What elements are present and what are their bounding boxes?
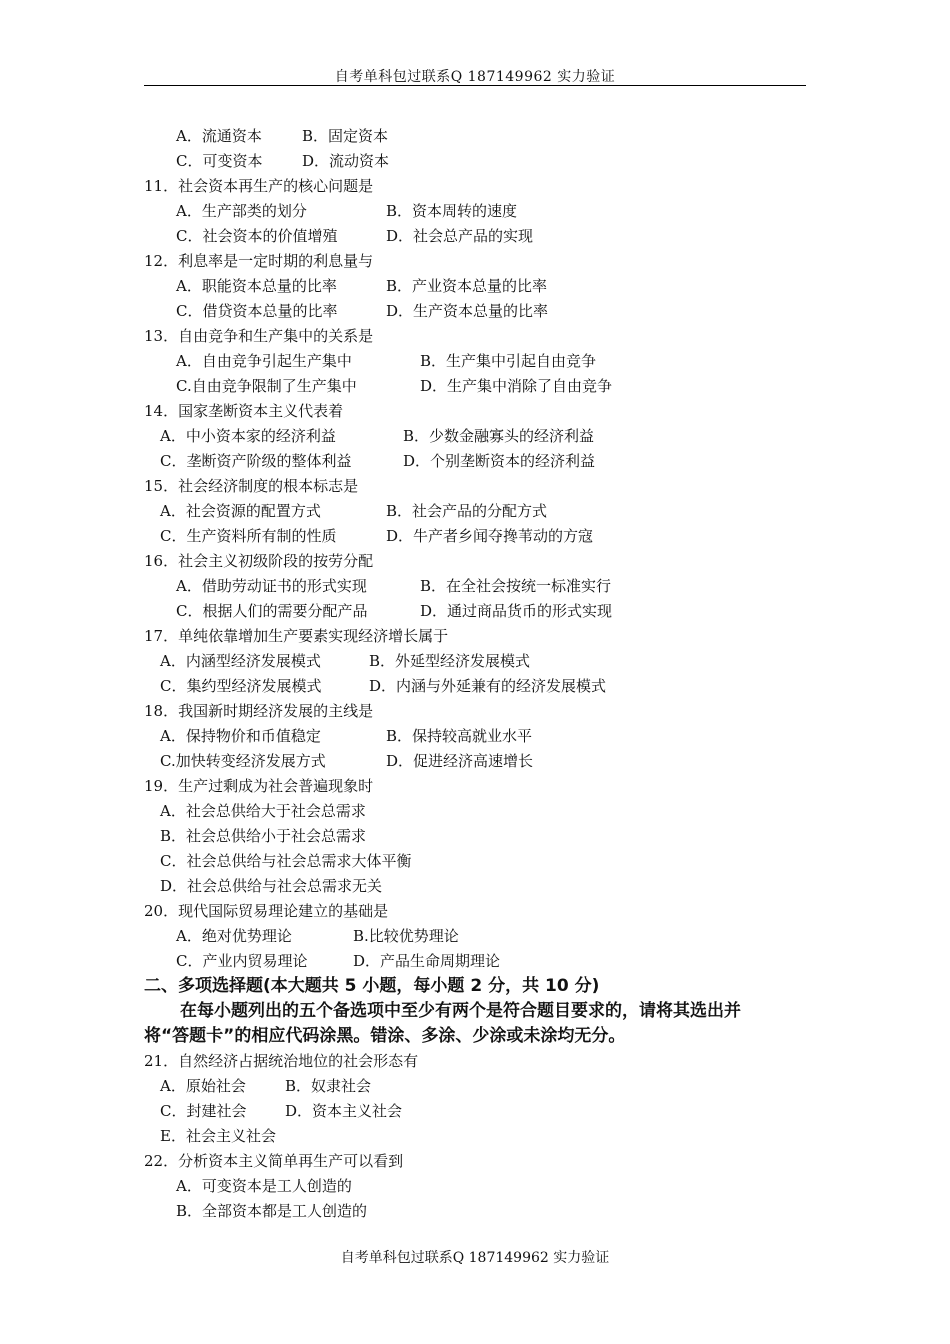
line-text: A．内涵型经济发展模式: [160, 652, 321, 670]
line-text: B．少数金融寡头的经济利益: [403, 427, 595, 445]
question-line: [144, 599, 824, 624]
question-line: [144, 799, 824, 824]
question-line: [144, 1074, 824, 1099]
page-header: 自考单科包过联系Q 187149962 实力验证: [334, 69, 616, 85]
question-line: [144, 749, 824, 774]
line-text: B．社会产品的分配方式: [386, 502, 548, 520]
question-line: [144, 874, 824, 899]
question-line: [144, 1124, 824, 1149]
line-text: 11．社会资本再生产的核心问题是: [144, 177, 374, 195]
header-rule: [144, 85, 806, 86]
line-text: D．内涵与外延兼有的经济发展模式: [369, 677, 607, 695]
section-instructions: [144, 999, 824, 1049]
line-text: B．固定资本: [302, 127, 389, 145]
line-text: B．产业资本总量的比率: [386, 277, 548, 295]
line-text: A．职能资本总量的比率: [176, 277, 337, 295]
line-text: D．促进经济高速增长: [386, 752, 534, 770]
question-line: [144, 249, 824, 274]
line-text: D．流动资本: [302, 152, 390, 170]
question-line: [144, 174, 824, 199]
question-line: [144, 274, 824, 299]
line-text: B．生产集中引起自由竞争: [420, 352, 597, 370]
line-text: C．可变资本: [176, 152, 263, 170]
line-text: C．社会总供给与社会总需求大体平衡: [160, 852, 412, 870]
question-line: [144, 399, 824, 424]
line-text: D．社会总供给与社会总需求无关: [160, 877, 383, 895]
line-text: A．借助劳动证书的形式实现: [176, 577, 367, 595]
line-text: 19．生产过剩成为社会普遍现象时: [144, 777, 374, 795]
line-text: A．可变资本是工人创造的: [176, 1177, 352, 1195]
question-line: [144, 1199, 824, 1224]
line-text: 18．我国新时期经济发展的主线是: [144, 702, 374, 720]
question-line: [144, 124, 824, 149]
line-text: 17．单纯依靠增加生产要素实现经济增长属于: [144, 627, 449, 645]
line-text: D．生产集中消除了自由竞争: [420, 377, 613, 395]
line-text: D．通过商品货币的形式实现: [420, 602, 613, 620]
line-text: A．流通资本: [176, 127, 262, 145]
question-line: [144, 474, 824, 499]
line-text: 22．分析资本主义简单再生产可以看到: [144, 1152, 404, 1170]
single-choice-questions: [144, 124, 824, 974]
line-text: C．封建社会: [160, 1102, 247, 1120]
line-text: C．生产资料所有制的性质: [160, 527, 337, 545]
instruction-line-1: 在每小题列出的五个备选项中至少有两个是符合题目要求的，请将其选出并: [180, 1001, 741, 1021]
line-text: B．资本周转的速度: [386, 202, 518, 220]
line-text: D．产品生命周期理论: [353, 952, 501, 970]
line-text: C．社会资本的价值增殖: [176, 227, 338, 245]
line-text: A．自由竞争引起生产集中: [176, 352, 352, 370]
question-line: [144, 424, 824, 449]
line-text: C．根据人们的需要分配产品: [176, 602, 368, 620]
line-text: 20．现代国际贸易理论建立的基础是: [144, 902, 389, 920]
question-line: [144, 224, 824, 249]
line-text: C．产业内贸易理论: [176, 952, 308, 970]
line-text: C．垄断资产阶级的整体利益: [160, 452, 352, 470]
instruction-line-2: 将“答题卡”的相应代码涂黑。错涂、多涂、少涂或未涂均无分。: [144, 1026, 626, 1046]
line-text: A．绝对优势理论: [176, 927, 292, 945]
question-line: [144, 674, 824, 699]
question-line: [144, 699, 824, 724]
question-line: [144, 949, 824, 974]
line-text: A．社会资源的配置方式: [160, 502, 321, 520]
question-line: [144, 199, 824, 224]
line-text: A．社会总供给大于社会总需求: [160, 802, 366, 820]
line-text: A．原始社会: [160, 1077, 246, 1095]
line-text: B．保持较高就业水平: [386, 727, 533, 745]
line-text: B．全部资本都是工人创造的: [176, 1202, 368, 1220]
line-text: D．社会总产品的实现: [386, 227, 534, 245]
question-line: [144, 924, 824, 949]
line-text: D．个别垄断资本的经济利益: [403, 452, 596, 470]
question-line: [144, 449, 824, 474]
line-text: B．外延型经济发展模式: [369, 652, 531, 670]
question-line: [144, 574, 824, 599]
line-text: C．集约型经济发展模式: [160, 677, 322, 695]
question-line: [144, 849, 824, 874]
line-text: 13．自由竞争和生产集中的关系是: [144, 327, 374, 345]
line-text: A．中小资本家的经济利益: [160, 427, 336, 445]
question-line: [144, 724, 824, 749]
line-text: 15．社会经济制度的根本标志是: [144, 477, 359, 495]
page-footer: 自考单科包过联系Q 187149962 实力验证: [340, 1250, 610, 1266]
line-text: A．保持物价和币值稳定: [160, 727, 321, 745]
line-text: C．借贷资本总量的比率: [176, 302, 338, 320]
question-line: [144, 524, 824, 549]
multiple-choice-questions: [144, 1049, 824, 1224]
line-text: E．社会主义社会: [160, 1127, 276, 1145]
line-text: B.比较优势理论: [353, 927, 459, 945]
question-line: [144, 1174, 824, 1199]
line-text: D．资本主义社会: [285, 1102, 403, 1120]
line-text: B．奴隶社会: [285, 1077, 372, 1095]
question-line: [144, 624, 824, 649]
line-text: B．社会总供给小于社会总需求: [160, 827, 367, 845]
question-line: [144, 649, 824, 674]
line-text: 21．自然经济占据统治地位的社会形态有: [144, 1052, 419, 1070]
question-line: [144, 824, 824, 849]
question-line: [144, 324, 824, 349]
line-text: 12．利息率是一定时期的利息量与: [144, 252, 374, 270]
question-line: [144, 899, 824, 924]
line-text: C.加快转变经济发展方式: [160, 752, 326, 770]
question-line: [144, 1099, 824, 1124]
exam-content: [144, 124, 824, 1224]
line-text: 14．国家垄断资本主义代表着: [144, 402, 344, 420]
question-line: [144, 149, 824, 174]
line-text: D．生产资本总量的比率: [386, 302, 549, 320]
question-line: [144, 1049, 824, 1074]
question-line: [144, 374, 824, 399]
question-line: [144, 349, 824, 374]
section-title: 二、多项选择题(本大题共 5 小题，每小题 2 分，共 10 分): [144, 976, 600, 996]
question-line: [144, 774, 824, 799]
line-text: A．生产部类的划分: [176, 202, 307, 220]
line-text: B．在全社会按统一标准实行: [420, 577, 612, 595]
question-line: [144, 499, 824, 524]
question-line: [144, 1149, 824, 1174]
line-text: C.自由竞争限制了生产集中: [176, 377, 357, 395]
question-line: [144, 299, 824, 324]
question-line: [144, 549, 824, 574]
line-text: D．牛产者乡闻夺搀苇动的方寇: [386, 527, 594, 545]
line-text: 16．社会主义初级阶段的按劳分配: [144, 552, 374, 570]
